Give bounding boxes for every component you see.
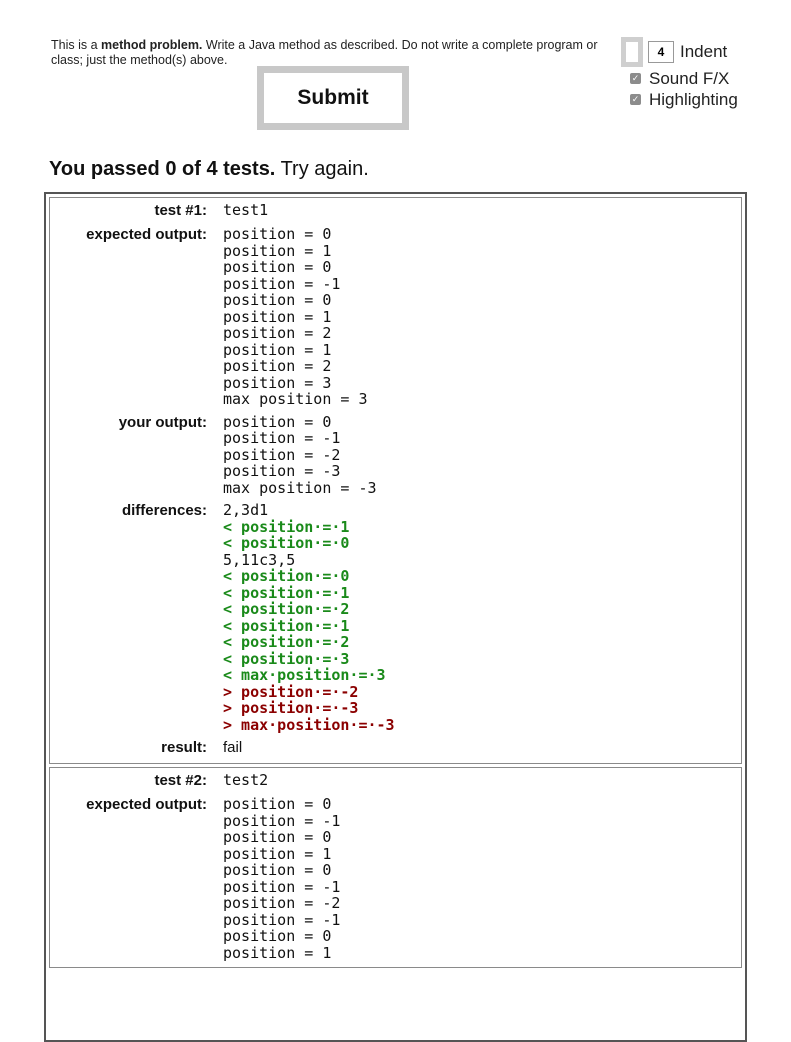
output-line: position = -1 (223, 910, 341, 929)
output-line: position = 1 (223, 307, 332, 326)
diff-removed-line: < position·=·1 (223, 583, 350, 602)
diff-removed-line: < position·=·3 (223, 649, 350, 668)
summary-try-again: Try again. (275, 158, 369, 180)
test-result-2 (49, 767, 742, 968)
indent-row (621, 36, 786, 68)
output-line: position = 1 (223, 844, 332, 863)
output-line: position = -1 (223, 274, 341, 293)
indent-size-input[interactable] (648, 41, 674, 63)
diff-removed-line: < position·=·2 (223, 633, 350, 651)
sound-fx-checkbox[interactable]: ✓ (631, 73, 640, 83)
diff-added-line: > position·=·-2 (223, 682, 359, 701)
intro-text: Write a Java method as described. Do not write a complete program or class; just the method(s) above. (51, 38, 598, 67)
test-results (44, 192, 747, 1042)
differences (223, 502, 395, 733)
test-name: test1 (223, 201, 269, 219)
sound-fx-label: Sound F/X (649, 68, 730, 88)
output-line: max position = -3 (223, 478, 377, 497)
your-output (223, 414, 377, 497)
expected-output-label: expected output: (86, 226, 207, 243)
diff-hunk-header: 5,11c3,5 (223, 550, 296, 569)
expected-output (223, 796, 340, 961)
editor-options (621, 36, 786, 110)
result-label: result: (161, 739, 207, 756)
diff-removed-line: < max·position·=·3 (223, 666, 386, 684)
output-line: position = 0 (223, 412, 332, 431)
output-line: position = -2 (223, 894, 341, 912)
submit-frame (257, 66, 409, 130)
output-line: position = 0 (223, 927, 332, 945)
test-name: test2 (223, 771, 269, 789)
intro-method-problem: method problem. (101, 38, 203, 52)
diff-hunk-header: 2,3d1 (223, 501, 269, 519)
differences-label: differences: (121, 502, 207, 519)
submit-button[interactable]: Submit (264, 73, 402, 123)
diff-removed-line: < position·=·0 (223, 534, 350, 552)
diff-removed-line: < position·=·1 (223, 616, 350, 635)
indent-label: Indent (680, 42, 728, 61)
output-line: position = -3 (223, 462, 341, 480)
output-line: position = -1 (223, 811, 341, 830)
output-line: position = 3 (223, 373, 332, 392)
result-value: fail (223, 739, 243, 756)
diff-added-line: > position·=·-3 (223, 699, 359, 717)
expected-output (223, 226, 368, 408)
output-line: position = 0 (223, 861, 332, 879)
summary-passed-count: You passed 0 of 4 tests. (49, 158, 276, 180)
your-output-row (50, 414, 741, 497)
output-line: position = -1 (223, 877, 341, 896)
highlighting-option[interactable] (630, 89, 786, 110)
diff-added-line: > max·position·=·-3 (223, 715, 395, 734)
differences-row (50, 502, 741, 733)
output-line: position = 0 (223, 225, 332, 243)
output-line: position = 0 (223, 828, 332, 846)
highlighting-label: Highlighting (649, 89, 738, 109)
output-line: position = 2 (223, 357, 332, 375)
result-row (50, 739, 741, 757)
test-result-1 (49, 197, 742, 764)
your-output-label: your output: (118, 413, 207, 431)
output-line: position = 0 (223, 258, 332, 276)
diff-removed-line: < position·=·1 (223, 517, 350, 536)
highlighting-checkbox[interactable]: ✓ (631, 94, 640, 104)
output-line: position = -1 (223, 429, 341, 447)
problem-instructions (51, 38, 611, 68)
diff-removed-line: < position·=·0 (223, 567, 350, 585)
diff-removed-line: < position·=·2 (223, 600, 350, 618)
output-line: position = 2 (223, 324, 332, 342)
output-line: position = 0 (223, 795, 332, 813)
output-line: position = 0 (223, 291, 332, 309)
test-number-label: test #2: (154, 772, 207, 789)
test-name-row (50, 202, 741, 220)
test-number-label: test #1: (154, 202, 207, 219)
expected-output-row (50, 226, 741, 408)
output-line: position = -2 (223, 445, 341, 464)
output-line: position = 1 (223, 340, 332, 359)
intro-prefix: This is a (51, 38, 102, 52)
output-line: position = 1 (223, 943, 332, 962)
expected-output-label: expected output: (86, 796, 207, 813)
indent-toggle[interactable] (621, 37, 643, 67)
test-summary (49, 158, 369, 181)
output-line: max position = 3 (223, 390, 368, 408)
sound-fx-option[interactable] (630, 68, 786, 89)
expected-output-row (50, 796, 741, 961)
output-line: position = 1 (223, 241, 332, 260)
test-name-row (50, 772, 741, 790)
